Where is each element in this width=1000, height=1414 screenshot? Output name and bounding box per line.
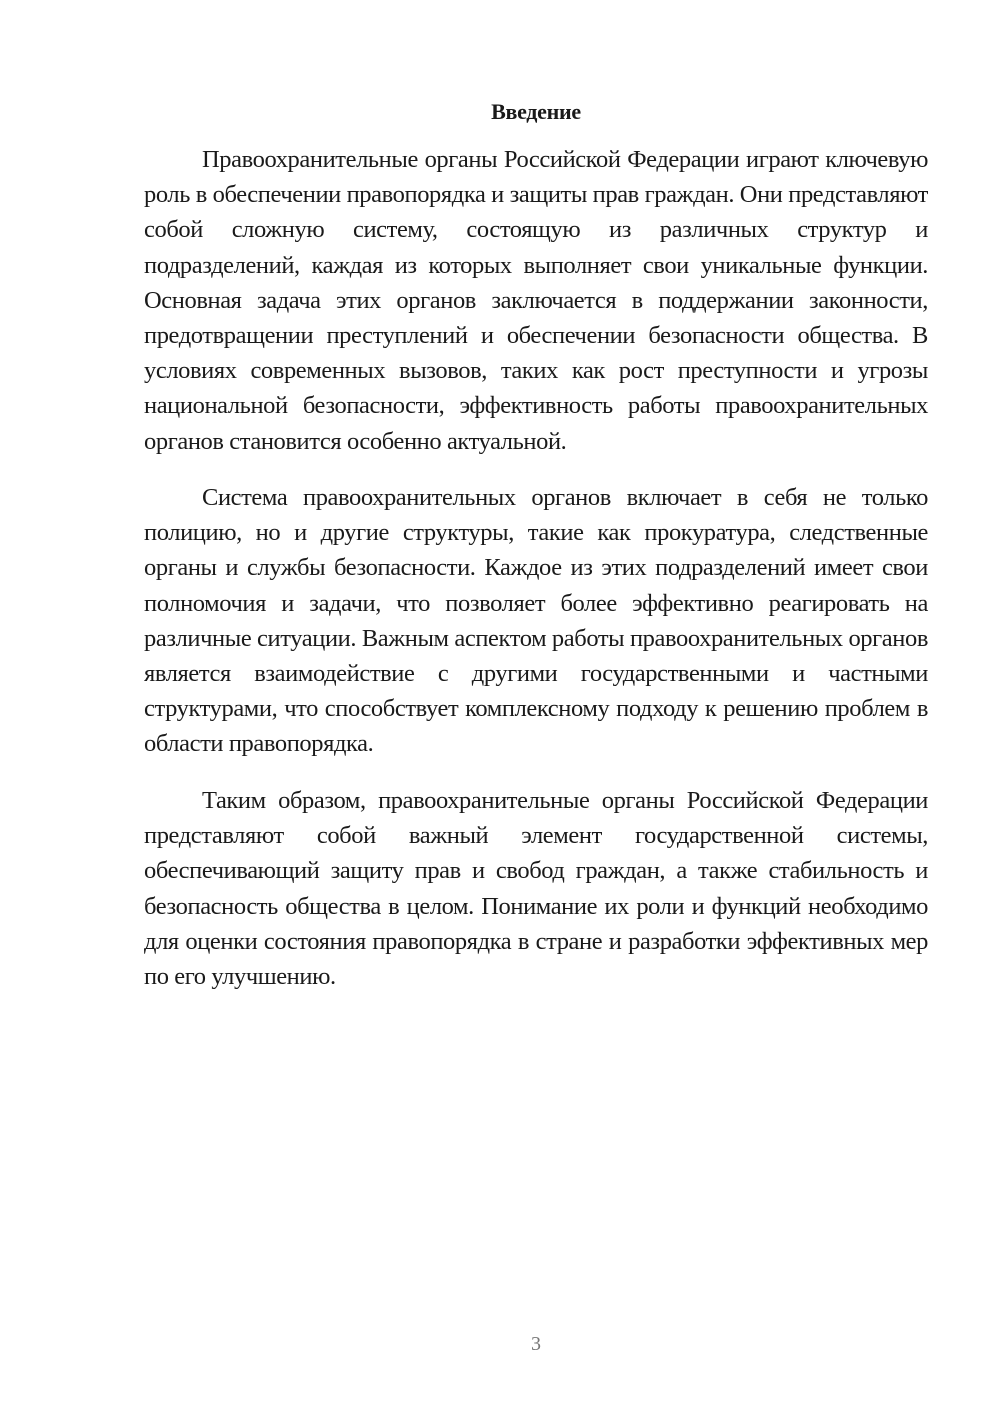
paragraph-conclusion-block: [144, 783, 928, 994]
paragraph-2: Система правоохранительных органов включает в себя не только полицию, но и другие структуры, такие как прокуратура, следственные органы и службы безопасности. Каждое из этих подразделений имеет свои полномочия и задачи, что позволяет более эффективно реагировать на различные ситуации. Важным аспектом работы правоохранительных органов является взаимодействие с другими государственными и частными структурами, что способствует комплексному подходу к решению проблем в области правопорядка.: [144, 484, 928, 758]
paragraph-1: Правоохранительные органы Российской Федерации играют ключевую роль в обеспечении правопорядка и защиты прав граждан. Они представляют собой сложную систему, состоящую из различных структур и подразделений, каждая из которых выполняет свои уникальные функции. Основная задача этих органов заключается в поддержании законности, предотвращении преступлений и обеспечении безопасности общества. В условиях современных вызовов, таких как рост преступности и угрозы национальной безопасности, эффективность работы правоохранительных органов становится особенно актуальной.: [144, 146, 928, 455]
section-title: Введение: [491, 99, 581, 124]
page-number: 3: [531, 1333, 541, 1355]
paragraph-intro-block: [144, 142, 928, 459]
paragraph-3: Таким образом, правоохранительные органы Российской Федерации представляют собой важный элемент государственной системы, обеспечивающий защиту прав и свобод граждан, а также стабильность и безопасность общества в целом. Понимание их роли и функций необходимо для оценки состояния правопорядка в стране и разработки эффективных мер по его улучшению.: [144, 787, 928, 991]
paragraph-system-block: [144, 480, 928, 762]
